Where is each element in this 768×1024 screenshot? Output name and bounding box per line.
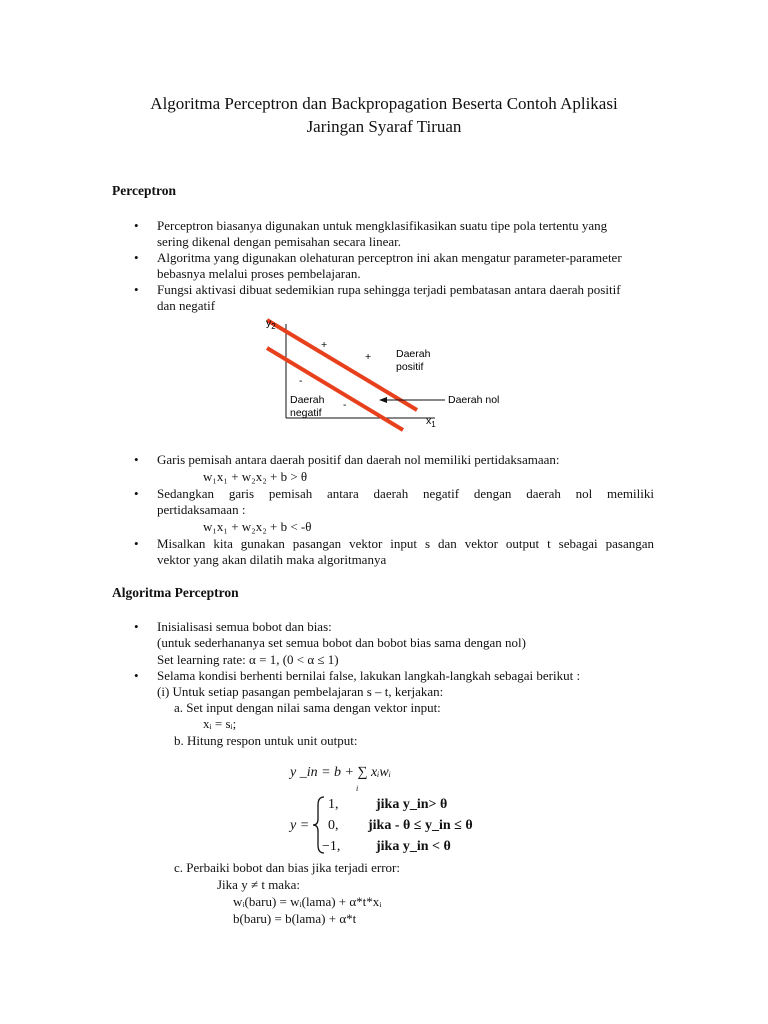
- step-text: (i) Untuk setiap pasangan pembelajaran s – t, kerjakan:: [157, 684, 444, 699]
- inequality-positive: w₁x₁ + w₂x₂ + b > θ: [203, 469, 308, 484]
- x-axis-label: $x_1$: [426, 415, 436, 429]
- bullet-text: sering dikenal dengan pemisahan secara linear.: [157, 234, 402, 249]
- bullet-text: Fungsi aktivasi dibuat sedemikian rupa sehingga terjadi pembatasan antara daerah positif: [157, 282, 621, 297]
- bullet-text: Algoritma yang digunakan olehaturan perceptron ini akan mengatur parameter-parameter: [157, 250, 622, 265]
- doc-title-line2: Jaringan Syaraf Tiruan: [306, 117, 462, 136]
- step-text: b. Hitung respon untuk unit output:: [174, 733, 358, 748]
- bullet-text: (untuk sederhananya set semua bobot dan bobot bias sama dengan nol): [157, 635, 526, 650]
- positive-region-label: Daerah: [396, 348, 431, 360]
- condition-line: Jika y ≠ t maka:: [217, 877, 300, 892]
- step-equation: xᵢ = sᵢ;: [203, 716, 237, 731]
- learning-rate-line: Set learning rate: α = 1, (0 < α ≤ 1): [157, 652, 339, 667]
- inequality-negative: w₁x₁ + w₂x₂ + b < -θ: [203, 519, 312, 534]
- piecewise-value: 1,: [328, 797, 339, 812]
- piecewise-value: −1,: [322, 839, 341, 854]
- bullet-text: Selama kondisi berhenti bernilai false, lakukan langkah-langkah sebagai berikut :: [157, 668, 581, 683]
- bullet-text: Inisialisasi semua bobot dan bias:: [157, 619, 332, 634]
- step-text: c. Perbaiki bobot dan bias jika terjadi error:: [174, 860, 400, 875]
- bullet-glyph: •: [134, 619, 139, 634]
- positive-region-label: positif: [396, 361, 424, 373]
- perceptron-region-figure: [255, 314, 515, 438]
- zero-region-label: Daerah nol: [448, 394, 500, 406]
- negative-region-label: negatif: [290, 407, 322, 419]
- bullet-text: pertidaksamaan :: [157, 502, 246, 517]
- bullet-text: vektor yang akan dilatih maka algoritmanya: [157, 552, 387, 567]
- bullet-glyph: •: [134, 452, 139, 467]
- minus-sign: -: [343, 399, 347, 411]
- step-text: a. Set input dengan nilai sama dengan vektor input:: [174, 700, 441, 715]
- bullet-text: Misalkan kita gunakan pasangan vektor input s dan vektor output t sebagai pasangan: [157, 536, 654, 551]
- bias-update: b(baru) = b(lama) + α*t: [233, 911, 357, 926]
- piecewise-condition: jika y_in < θ: [376, 839, 451, 854]
- bullet-text: Sedangkan garis pemisah antara daerah negatif dengan daerah nol memiliki: [157, 486, 654, 501]
- plus-sign: +: [321, 339, 328, 351]
- plus-sign: +: [365, 351, 372, 363]
- section-heading-perceptron: Perceptron: [112, 183, 176, 198]
- bullet-text: bebasnya melalui proses pembelajaran.: [157, 266, 361, 281]
- piecewise-condition: jika - θ ≤ y_in ≤ θ: [368, 818, 473, 833]
- piecewise-condition: jika y_in> θ: [376, 797, 448, 812]
- equation-sum-index: i: [356, 784, 359, 793]
- bullet-glyph: •: [134, 536, 139, 551]
- bullet-glyph: •: [134, 486, 139, 501]
- weight-update: wᵢ(baru) = wᵢ(lama) + α*t*xᵢ: [233, 894, 382, 909]
- piecewise-value: 0,: [328, 818, 339, 833]
- section-heading-algoritma: Algoritma Perceptron: [112, 585, 239, 600]
- negative-region-label: Daerah: [290, 394, 325, 406]
- bullet-glyph: •: [134, 668, 139, 683]
- bullet-glyph: •: [134, 250, 139, 265]
- equation-y-in: y _in = b + ∑ xᵢwᵢ: [290, 765, 391, 780]
- arrow-head-icon: [379, 397, 387, 403]
- bullet-text: Perceptron biasanya digunakan untuk mengklasifikasikan suatu tipe pola tertentu yang: [157, 218, 608, 233]
- piecewise-lhs: y =: [290, 818, 310, 833]
- minus-sign: -: [299, 375, 303, 387]
- y-axis-label: $y_2$: [266, 317, 276, 331]
- bullet-text: Garis pemisah antara daerah positif dan daerah nol memiliki pertidaksamaan:: [157, 452, 560, 467]
- doc-title-line1: Algoritma Perceptron dan Backpropagation Beserta Contoh Aplikasi: [150, 94, 618, 113]
- bullet-text: dan negatif: [157, 298, 216, 313]
- bullet-glyph: •: [134, 218, 139, 233]
- bullet-glyph: •: [134, 282, 139, 297]
